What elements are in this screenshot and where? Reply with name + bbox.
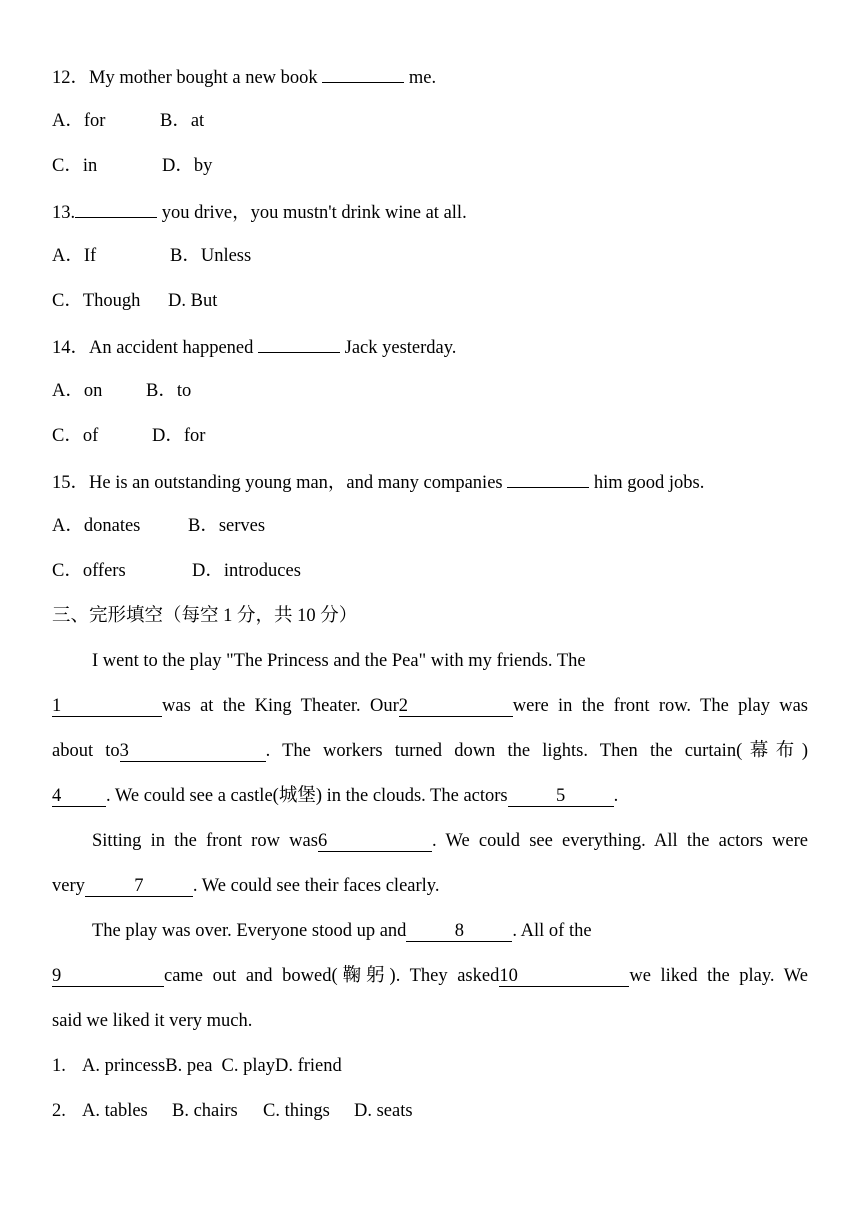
option-c: C. things <box>263 1101 330 1121</box>
cloze-blank-2: 2 <box>399 696 513 717</box>
option-a: A．donates <box>52 516 141 536</box>
option-c: C. play <box>221 1056 275 1076</box>
option-c: C．Though <box>52 291 141 311</box>
cloze-blank-4: 4 <box>52 786 106 807</box>
cloze-paragraph-1-line-1: I went to the play "The Princess and the Pea" with my friends. The <box>92 651 586 671</box>
answer-blank <box>258 334 340 353</box>
question-14-options-row1 <box>52 379 191 403</box>
question-14-stem: 14．An accident happened Jack yesterday. <box>52 334 456 360</box>
option-b: B．Unless <box>170 246 252 266</box>
question-15-stem: 15．He is an outstanding young man，and many companies him good jobs. <box>52 469 704 495</box>
option-a: A. tables <box>82 1101 148 1121</box>
cloze-question-1-options <box>52 1054 342 1078</box>
question-number: 1. <box>52 1056 66 1076</box>
cloze-paragraph-3-line-3: said we liked it very much. <box>52 1011 253 1031</box>
option-d: D．by <box>162 156 213 176</box>
option-b: B．serves <box>188 516 266 536</box>
option-d: D. But <box>168 291 218 311</box>
cloze-blank-10: 10 <box>499 966 629 987</box>
option-d: D．introduces <box>192 561 301 581</box>
option-a: A. princess <box>82 1056 166 1076</box>
cloze-paragraph-2-line-1: Sitting in the front row was6 . We could see everything. All the actors were <box>92 831 809 851</box>
cloze-paragraph-1-line-2: 1 was at the King Theater. Our2 were in the front row. The play was <box>52 696 809 716</box>
question-12-options-row2 <box>52 154 212 178</box>
cloze-paragraph-2-line-2: very 7 . We could see their faces clearly. <box>52 876 440 896</box>
option-a: A．for <box>52 111 106 131</box>
cloze-blank-3: 3 <box>120 741 266 762</box>
question-13-options-row2 <box>52 289 217 313</box>
option-a: A．on <box>52 381 103 401</box>
question-14-options-row2 <box>52 424 205 448</box>
answer-blank <box>75 199 157 218</box>
question-15-options-row1 <box>52 514 265 538</box>
cloze-blank-6: 6 <box>318 831 432 852</box>
cloze-paragraph-1-line-4: 4 . We could see a castle(城堡) in the clouds. The actors 5 . <box>52 786 619 806</box>
cloze-question-2-options <box>52 1099 413 1123</box>
cloze-blank-1: 1 <box>52 696 162 717</box>
question-number: 2. <box>52 1101 66 1121</box>
question-12-stem: 12．My mother bought a new book me. <box>52 64 436 90</box>
option-d: D．for <box>152 426 206 446</box>
cloze-blank-8: 8 <box>406 921 512 942</box>
cloze-paragraph-3-line-2: 9 came out and bowed(鞠躬). They asked10 we liked the play. We <box>52 966 808 986</box>
option-d: D. seats <box>354 1101 413 1121</box>
option-c: C．of <box>52 426 99 446</box>
cloze-blank-9: 9 <box>52 966 164 987</box>
question-13-stem: 13. you drive，you mustn't drink wine at all. <box>52 199 467 225</box>
option-b: B．at <box>160 111 205 131</box>
cloze-paragraph-3-line-1: The play was over. Everyone stood up and 8 . All of the <box>92 921 592 941</box>
option-d: D. friend <box>274 1056 342 1076</box>
option-b: B. pea <box>165 1056 213 1076</box>
option-b: B. chairs <box>172 1101 238 1121</box>
question-13-options-row1 <box>52 244 251 268</box>
option-c: C．offers <box>52 561 126 581</box>
option-a: A．If <box>52 246 97 266</box>
section-heading: 三、完形填空（每空 1 分，共 10 分） <box>52 606 358 626</box>
option-b: B．to <box>146 381 192 401</box>
cloze-blank-7: 7 <box>85 876 193 897</box>
answer-blank <box>322 64 404 83</box>
answer-blank <box>507 469 589 488</box>
option-c: C．in <box>52 156 98 176</box>
question-15-options-row2 <box>52 559 301 583</box>
cloze-blank-5: 5 <box>508 786 614 807</box>
cloze-paragraph-1-line-3: about to3 . The workers turned down the lights. Then the curtain(幕布) <box>52 741 808 761</box>
question-12-options-row1 <box>52 109 204 133</box>
